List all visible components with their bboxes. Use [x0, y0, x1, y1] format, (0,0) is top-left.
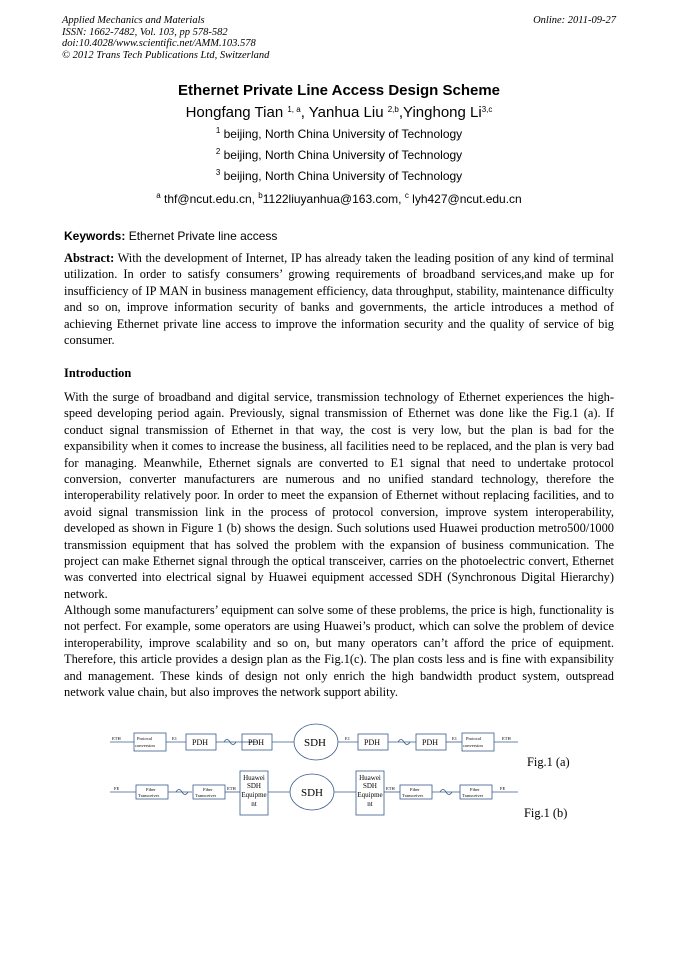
affil-number: 3: [215, 168, 221, 177]
author-name: Hongfang Tian: [185, 104, 288, 121]
email-line: [0, 189, 678, 209]
figure-1: [100, 712, 620, 827]
protocol-label: Protocol: [466, 736, 482, 741]
huawei-label: Huawei: [359, 774, 381, 782]
fiber-label: Fiber: [146, 787, 156, 792]
e1-label: E1: [345, 736, 350, 741]
fiber-label: Fiber: [470, 787, 480, 792]
conversion-label: conversion: [135, 743, 155, 748]
abstract: [64, 250, 614, 348]
sdh-label: SDH: [304, 737, 327, 749]
pdh-label: PDH: [192, 738, 209, 747]
paper-title: Ethernet Private Line Access Design Scheme: [177, 82, 501, 99]
fiber-label: Fiber: [410, 787, 420, 792]
section-heading-introduction: Introduction: [64, 366, 132, 380]
journal-header: [62, 15, 269, 61]
intro-paragraph-2: Although some manufacturers’ equipment can solve some of these problems, the price is high, functionality is not perfect. For example, some operators are using Huawei’s product, which can solve the problem of device interoperability, improve scalability and so on, but many operators can’t afford the price of equipment. Therefore, this article provides a design plan as the Fig.1(c). The plan costs less and is fine with expansibility and management. These kinds of design not only enrich the high bandwidth product system, outspread network value chain, but also improves the network support ability.: [64, 603, 614, 700]
huawei-labels: [241, 774, 382, 808]
affil-number: 1: [215, 126, 221, 135]
transceiver-label: Transceiver: [462, 793, 484, 798]
email-marker: c: [404, 191, 409, 200]
equipment-label-end: nt: [367, 800, 373, 808]
affil-number: 2: [215, 147, 221, 156]
author-affil-marker: 3,c: [481, 105, 493, 114]
equipment-label: Equipme: [357, 791, 383, 799]
equipment-label: Equipme: [241, 791, 267, 799]
affil-text: beijing, North China University of Technology: [220, 148, 463, 162]
author-affil-marker: 1, a: [287, 105, 301, 114]
conversion-label: conversion: [463, 743, 483, 748]
fe-label: FE: [500, 786, 506, 791]
affiliation: [0, 166, 678, 187]
author-affil-marker: 2,b: [387, 105, 399, 114]
copyright: © 2012 Trans Tech Publications Ltd, Switzerland: [62, 49, 270, 61]
online-date: Online: 2011-09-27: [533, 15, 616, 26]
affil-text: beijing, North China University of Technology: [220, 169, 463, 183]
eth-label: ETH: [227, 786, 236, 791]
email-address: lyh427@ncut.edu.cn: [408, 192, 522, 206]
issn: ISSN: 1662-7482, Vol. 103, pp 578-582: [62, 26, 228, 38]
fe-label: FE: [114, 786, 120, 791]
pdh-label: PDH: [422, 738, 439, 747]
email-marker: a: [156, 191, 161, 200]
huawei-label: Huawei: [243, 774, 265, 782]
eth-label: ETH: [386, 786, 395, 791]
keywords: [64, 229, 277, 243]
transceiver-label: Transceiver: [138, 793, 160, 798]
affil-text: beijing, North China University of Technology: [220, 127, 463, 141]
email-address: 1122liuyanhua@163.com,: [262, 192, 405, 206]
email-address: thf@ncut.edu.cn,: [160, 192, 259, 206]
affiliation: [0, 124, 678, 145]
journal-name: Applied Mechanics and Materials: [62, 15, 205, 26]
author-list: [0, 102, 678, 124]
protocol-label: Protocol: [137, 736, 153, 741]
fig1a-pdh-labels: [192, 737, 438, 749]
pdh-label: PDH: [364, 738, 381, 747]
title-block: [0, 81, 678, 209]
fig-1b-caption: Fig.1 (b): [524, 806, 568, 820]
author-name: Yinghong Li: [403, 104, 482, 121]
transceiver-label: Transceiver: [195, 793, 217, 798]
author-separator: ,: [398, 104, 404, 121]
intro-paragraph-1: With the surge of broadband and digital service, transmission technology of Ethernet experiences the high-speed developing period again. Previously, signal transmission of Ethernet was done like the Fig.1 (a). If conduct signal transmission of Ethernet in that way, the cost is very low, but the plan is bad for the expansibility when it comes to increase the business, all facilities need to be replaced, and the plan is very bad for managing. Meanwhile, Ethernet signals are converted to E1 signal that need to undertake protocol conversion, converter manufacturers are numerous and no unified standard technology, therefore the interoperability relatively poor. In order to meet the expansion of Ethernet without replacing facilities, and to avoid signal transmission link in the process of protocol conversion, improve system interoperability, developed as shown in Figure 1 (b) shows the design. Such solutions used Huawei production metro500/1000 transmission equipment that has solved the problem with the expansion of business communication. The project can make Ethernet signal through the optical transceiver, carries on the photoelectric convert, Ethernet was converted into electrical signal by Huawei equipment accessed SDH (Synchronous Digital Hierarchy) network.: [64, 390, 614, 601]
affiliation: [0, 145, 678, 166]
doi: doi:10.4028/www.scientific.net/AMM.103.578: [62, 38, 256, 49]
equipment-label-end: nt: [251, 800, 257, 808]
author-separator: ,: [300, 104, 309, 121]
eth-label: ETH: [502, 736, 511, 741]
author-name: Yanhua Liu: [308, 104, 388, 121]
email-marker: b: [258, 191, 263, 200]
e1-label: E1: [172, 736, 177, 741]
eth-label: ETH: [112, 736, 121, 741]
sdh-small-label: SDH: [246, 782, 262, 790]
keywords-text: Ethernet Private line access: [125, 229, 278, 243]
fiber-label: Fiber: [203, 787, 213, 792]
pdh-label: PDH: [248, 738, 265, 747]
fig-1a-caption: Fig.1 (a): [527, 755, 570, 769]
abstract-label: Abstract:: [64, 251, 115, 265]
sdh-label: SDH: [300, 787, 324, 799]
sdh-small-label: SDH: [362, 782, 378, 790]
transceiver-label: Transceiver: [402, 793, 424, 798]
abstract-text: With the development of Internet, IP has already taken the leading position of any kind of terminal utilization. In order to satisfy consumers’ growing requirements of broadband services,and make up for insufficiency of IP MAN in business management efficiency, data throughput, stability, maintenance difficulty and so on, improve information security of banks and governments, the article introduces a method of achieving Ethernet private line access to improve the information security and the quality of service of big consumer.: [64, 251, 614, 348]
keywords-label: Keywords:: [64, 229, 126, 243]
e1-label: E1: [452, 736, 457, 741]
